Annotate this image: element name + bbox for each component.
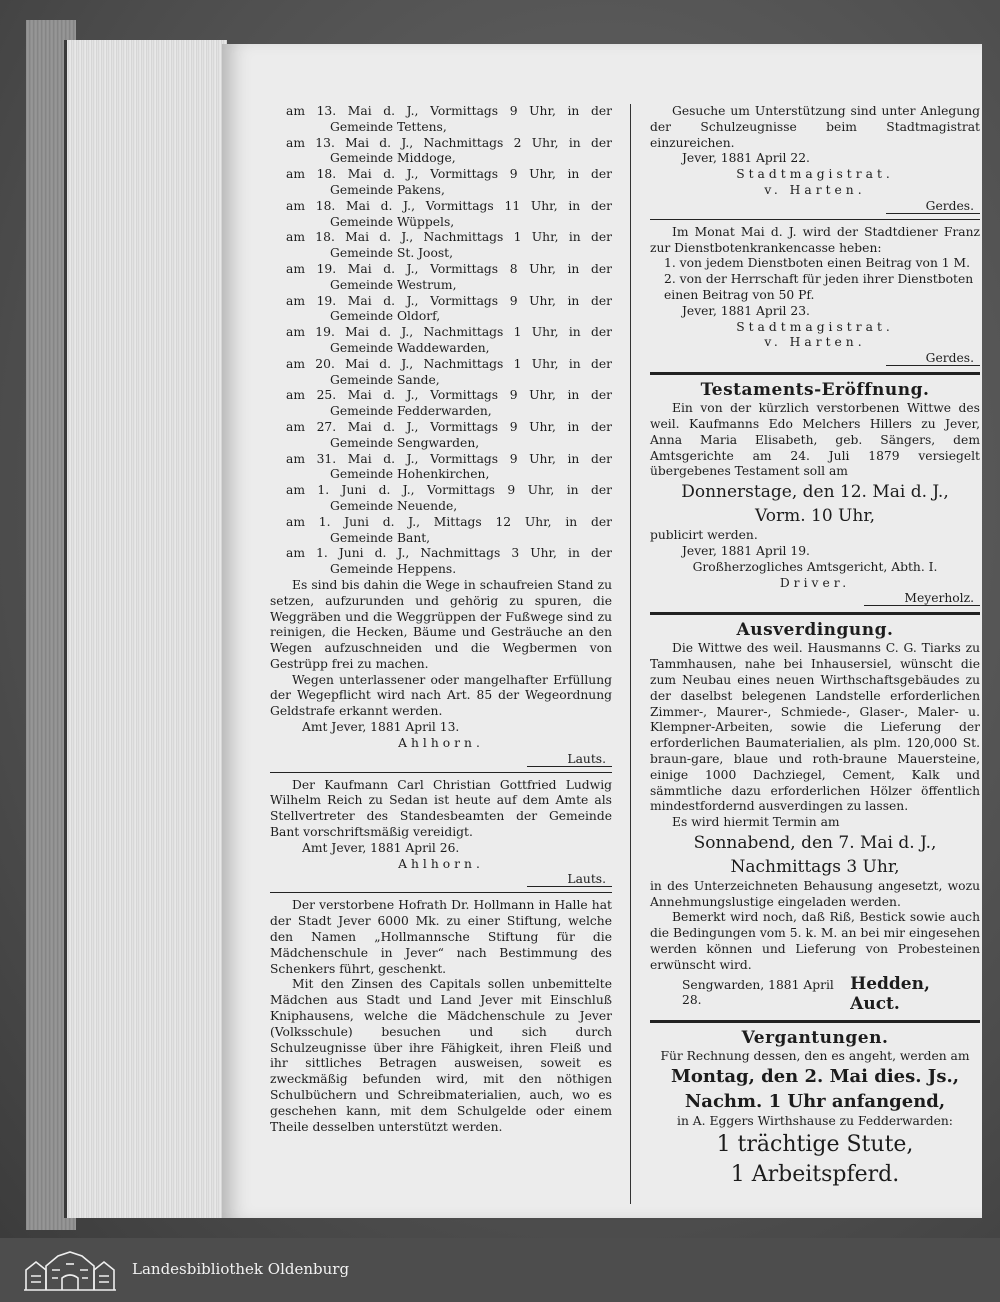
schedule-municipality: Gemeinde Neuende, — [330, 498, 458, 513]
ausverdingung-term: Es wird hiermit Termin am — [672, 815, 840, 830]
schedule-date-time: am 18. Mai d. J., Vormittags 11 Uhr, in der — [286, 198, 612, 213]
continued-paragraph: Gesuche um Unterstützung sind unter Anlegung der Schulzeugnisse beim Stadtmagistrat einzureichen. — [650, 104, 980, 150]
testament-place-date: Jever, 1881 April 19. — [682, 543, 810, 558]
vergantungen-time: Nachm. 1 Uhr anfangend, — [684, 1091, 946, 1113]
ausverdingung-time: Nachmittags 3 Uhr, — [730, 856, 900, 877]
ausverdingung-note: Bemerkt wird noch, daß Riß, Bestick sowie auch die Bedingungen vom 5. k. M. an bei mir eingesehen werden können und Lieferung von Probesteinen erwünscht wird. — [650, 910, 980, 972]
schedule-date-time: am 13. Mai d. J., Vormittags 9 Uhr, in der — [286, 104, 612, 118]
vergantungen-item-1: 1 trächtige Stute, — [716, 1132, 914, 1158]
road-inspection-schedule — [270, 104, 612, 578]
notice1-official: Ahlhorn. — [398, 735, 484, 750]
schedule-municipality: Gemeinde Middoge, — [330, 151, 456, 166]
schedule-entry — [270, 452, 612, 484]
schedule-municipality: Gemeinde Bant, — [330, 530, 431, 545]
heavy-divider — [650, 372, 980, 375]
schedule-entry — [270, 420, 612, 452]
left-column — [270, 104, 612, 1135]
continued-official: v. Harten. — [764, 182, 866, 197]
schedule-entry — [270, 388, 612, 420]
schedule-date-time: am 19. Mai d. J., Vormittags 9 Uhr, in der — [286, 293, 612, 308]
roads-paragraph: Es sind bis dahin die Wege in schaufreien Stand zu setzen, aufzurunden und gehörig zu spuren, die Weggräben und die Weggrüppen der Fußwege sind zu reinigen, die Hecken, Bäume und Gesträuche an den Wegen aufzuschneiden und die Wegbermen von Gestrüpp frei zu machen. — [270, 577, 612, 671]
ausverdingung-date: Sonnabend, den 7. Mai d. J., — [693, 832, 937, 853]
notice3-paragraph-2: Mit den Zinsen des Capitals sollen unbemittelte Mädchen aus Stadt und Land Jever mit Einschluß Kniphausens, welche die Mädchenschule zu Jever (Volksschule) besuchen und sich durch Schulzeugnisse über ihre Fähigkeit, ihren Fleiß und ihr sittliches Betragen ausweisen, soweit es zweckmäßig befunden wird, mit den nöthigen Schulbüchern und Schreibmaterialien, auch, wo es geschehen kann, mit dem Schulgelde oder einem Theile desselben unterstützt werden. — [270, 977, 612, 1134]
right-column — [650, 104, 980, 1190]
notice3-paragraph-1: Der verstorbene Hofrath Dr. Hollmann in Halle hat der Stadt Jever 6000 Mk. zu einer Stiftung, welche den Namen „Hollmannsche Stiftung für die Mädchenschule in Jever“ nach Bestimmung des Schenkers führt, geschenkt. — [270, 898, 612, 976]
schedule-date-time: am 18. Mai d. J., Vormittags 9 Uhr, in der — [286, 167, 612, 182]
vergantungen-heading: Vergantungen. — [741, 1027, 889, 1048]
schedule-municipality: Gemeinde Hohenkirchen, — [330, 467, 490, 482]
column-divider — [630, 104, 631, 1204]
schedule-entry — [270, 104, 612, 136]
penalty-paragraph: Wegen unterlassener oder mangelhafter Erfüllung der Wegepflicht wird nach Art. 85 der Wegeordnung Geldstrafe erkannt werden. — [270, 672, 612, 719]
schedule-entry — [270, 136, 612, 168]
schedule-municipality: Gemeinde Westrum, — [330, 277, 457, 292]
testament-paragraph: Ein von der kürzlich verstorbenen Wittwe des weil. Kaufmanns Edo Melchers Hillers zu Jever, Anna Maria Elisabeth, geb. Sängers, dem Amtsgerichte am 24. Juli 1879 versiegelt übergebenes Testament soll am — [650, 401, 980, 479]
schedule-municipality: Gemeinde Oldorf, — [330, 309, 441, 324]
schedule-municipality: Gemeinde Wüppels, — [330, 214, 455, 229]
notice2-official: Ahlhorn. — [398, 856, 484, 871]
schedule-date-time: am 19. Mai d. J., Nachmittags 1 Uhr, in der — [286, 325, 612, 340]
notice1-place-date: Amt Jever, 1881 April 13. — [302, 720, 460, 735]
testament-signer: Meyerholz. — [650, 591, 980, 606]
kasse-authority: Stadtmagistrat. — [736, 319, 894, 334]
kasse-official: v. Harten. — [764, 335, 866, 350]
schedule-entry — [270, 167, 612, 199]
schedule-date-time: am 1. Juni d. J., Vormittags 9 Uhr, in der — [286, 483, 612, 498]
continued-place-date: Jever, 1881 April 22. — [682, 151, 810, 166]
schedule-municipality: Gemeinde Tettens, — [330, 119, 447, 134]
schedule-date-time: am 19. Mai d. J., Vormittags 8 Uhr, in der — [286, 261, 612, 276]
divider — [270, 772, 612, 773]
vergantungen-item-2: 1 Arbeitspferd. — [730, 1162, 900, 1188]
schedule-date-time: am 25. Mai d. J., Vormittags 9 Uhr, in der — [286, 388, 612, 403]
schedule-municipality: Gemeinde Heppens. — [330, 562, 457, 577]
schedule-date-time: am 1. Juni d. J., Mittags 12 Uhr, in der — [286, 514, 612, 529]
schedule-municipality: Gemeinde Fedderwarden, — [330, 404, 492, 419]
kasse-item-1: 1. von jedem Dienstboten einen Beitrag von 1 M. — [664, 256, 971, 271]
vergantungen-location: in A. Eggers Wirthshause zu Fedderwarden: — [677, 1114, 953, 1129]
ausverdingung-signer: Hedden, Auct. — [850, 973, 930, 1014]
schedule-entry — [270, 294, 612, 326]
testament-official: Driver. — [779, 575, 851, 590]
schedule-entry — [270, 199, 612, 231]
divider — [650, 219, 980, 220]
schedule-entry — [270, 546, 612, 578]
ausverdingung-place-date: Sengwarden, 1881 April 28. — [682, 977, 834, 1008]
viewer-footer — [0, 1238, 1000, 1302]
schedule-entry — [270, 483, 612, 515]
ausverdingung-heading: Ausverdingung. — [736, 620, 894, 641]
continued-signer: Gerdes. — [650, 199, 980, 214]
vergantungen-date: Montag, den 2. Mai dies. Js., — [671, 1066, 959, 1088]
newspaper-page — [222, 44, 982, 1218]
ausverdingung-sign-row — [650, 974, 980, 1014]
schedule-date-time: am 20. Mai d. J., Nachmittags 1 Uhr, in der — [286, 356, 612, 371]
schedule-date-time: am 31. Mai d. J., Vormittags 9 Uhr, in der — [286, 451, 612, 466]
schedule-date-time: am 1. Juni d. J., Nachmittags 3 Uhr, in der — [286, 546, 612, 561]
notice2-signer: Lauts. — [270, 872, 612, 887]
notice2-place-date: Amt Jever, 1881 April 26. — [302, 840, 460, 855]
testament-heading: Testaments-Eröffnung. — [700, 380, 930, 401]
testament-court: Großherzogliches Amtsgericht, Abth. I. — [692, 559, 938, 574]
heavy-divider — [650, 612, 980, 615]
schedule-date-time: am 18. Mai d. J., Nachmittags 1 Uhr, in der — [286, 230, 612, 245]
schedule-municipality: Gemeinde St. Joost, — [330, 246, 454, 261]
divider — [270, 892, 612, 893]
notice1-signer: Lauts. — [270, 752, 612, 767]
schedule-date-time: am 13. Mai d. J., Nachmittags 2 Uhr, in der — [286, 135, 612, 150]
vergantungen-intro: Für Rechnung dessen, den es angeht, werden am — [660, 1048, 970, 1063]
heavy-divider — [650, 1020, 980, 1023]
library-building-icon[interactable] — [22, 1250, 118, 1292]
schedule-entry — [270, 325, 612, 357]
ausverdingung-paragraph: Die Wittwe des weil. Hausmanns C. G. Tiarks zu Tammhausen, nahe bei Inhausersiel, wünscht die zum Neubau eines neuen Wirthschaftsgebäudes zu der daselbst belegenen Landstelle erforderlichen Zimmer-, Maurer-, Schmiede-, Glaser-, Maler- u. Klempner-Arbeiten, sowie die Lieferung der erforderlichen Baumaterialien, als plm. 120,000 St. braun-gare, blaue und roth-braune Mauersteine, einige 1000 Dachziegel, Cement, Kalk und sämmtliche dazu erforderlichen Hölzer öffentlich mindestfordernd ausverdingen zu lassen. — [650, 641, 980, 814]
page-stack-edge — [64, 40, 227, 1218]
library-brand-name[interactable]: Landesbibliothek Oldenburg — [132, 1260, 350, 1278]
schedule-entry — [270, 515, 612, 547]
schedule-entry — [270, 357, 612, 389]
continued-authority: Stadtmagistrat. — [736, 167, 894, 182]
schedule-municipality: Gemeinde Waddewarden, — [330, 340, 490, 355]
notice2-paragraph: Der Kaufmann Carl Christian Gottfried Ludwig Wilhelm Reich zu Sedan ist heute auf dem Amte als Stellvertreter des Standesbeamten der Gemeinde Bant vorschriftsmäßig vereidigt. — [270, 777, 612, 840]
kasse-paragraph: Im Monat Mai d. J. wird der Stadtdiener Franz zur Dienstbotenkrankencasse heben: — [650, 224, 980, 255]
ausverdingung-location: in des Unterzeichneten Behausung angesetzt, wozu Annehmungslustige eingeladen werden. — [650, 878, 980, 909]
testament-time: Vorm. 10 Uhr, — [755, 506, 875, 527]
kasse-item-2: 2. von der Herrschaft für jeden ihrer Dienstboten einen Beitrag von 50 Pf. — [664, 272, 974, 302]
schedule-date-time: am 27. Mai d. J., Vormittags 9 Uhr, in der — [286, 419, 612, 434]
schedule-municipality: Gemeinde Sande, — [330, 372, 440, 387]
testament-date: Donnerstage, den 12. Mai d. J., — [681, 482, 949, 503]
kasse-signer: Gerdes. — [650, 351, 980, 366]
schedule-municipality: Gemeinde Sengwarden, — [330, 435, 480, 450]
schedule-municipality: Gemeinde Pakens, — [330, 182, 445, 197]
testament-publication: publicirt werden. — [650, 528, 758, 543]
kasse-place-date: Jever, 1881 April 23. — [682, 303, 810, 318]
schedule-entry — [270, 230, 612, 262]
schedule-entry — [270, 262, 612, 294]
